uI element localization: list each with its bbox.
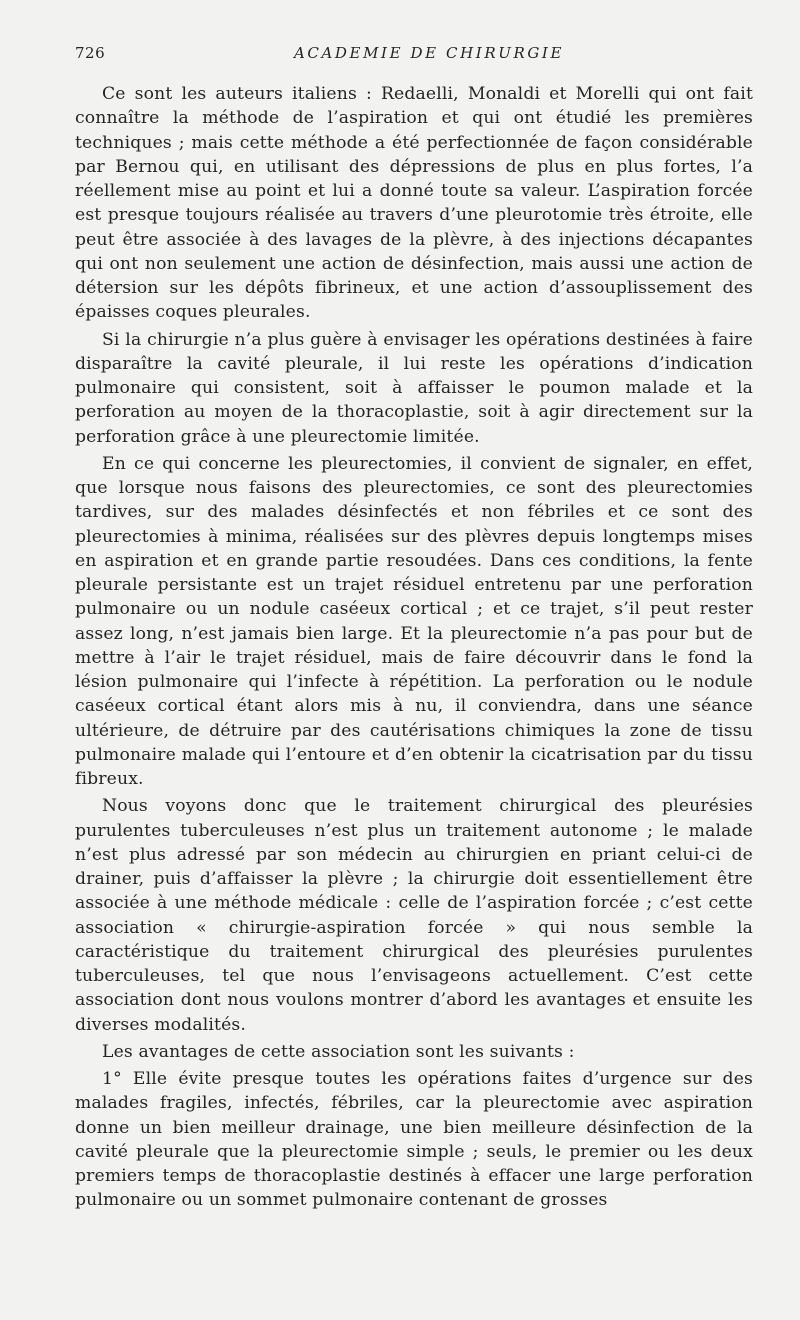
paragraph: [75, 794, 753, 1037]
italic-text: il convient de signaler, en effet, que lorsque nous faisons des pleurectomies, ce sont des pleurectomies tardives: [75, 453, 753, 523]
paragraph: [75, 1040, 753, 1064]
text-run: Si la chirurgie n’a plus guère à envisager les opérations destinées à faire disparaître la cavité pleurale, il lui reste les opérations d’indication pulmonaire qui consistent, soit à affaisser le poumon malade et la perforation au moyen de la thoracoplastie, soit à agir directement sur la perforation grâce à une pleurectomie limitée.: [75, 329, 753, 447]
running-title: ACADEMIE DE CHIRURGIE: [293, 44, 565, 62]
italic-text: ce sont des pleurectomies à minima: [75, 502, 753, 547]
text-run: , sur des malades désinfectés et non fébriles et: [146, 502, 639, 523]
text-run: 1° Elle évite presque toutes les opérations faites d’urgence sur des malades fragiles, infectés, fébriles, car la pleurectomie avec aspiration donne un bien meilleur drainage, une bien meilleure désinfection de la cavité pleurale que la pleurectomie simple ; seuls, le premier ou les deux premiers temps de thoracoplastie destinés à effacer une large perforation pulmonaire ou un sommet pulmonaire contenant de grosses: [75, 1069, 753, 1211]
text-run: En ce qui concerne les pleurectomies,: [102, 453, 461, 474]
paragraph: [75, 452, 753, 792]
paragraph: [75, 82, 753, 325]
text-run: Les avantages de cette association sont les suivants :: [102, 1041, 575, 1062]
body-text: [75, 82, 753, 1216]
text-run: Ce sont les auteurs italiens : Redaelli, Monaldi et Morelli qui ont fait connaître la méthode de l’aspiration et qui ont étudié les premières techniques ; mais cette méthode a été perfectionnée de façon considérable par Bernou qui, en utilisant des dépressions de plus en plus fortes, l’a réellement mise au point et lui a donné toute sa valeur. L’aspiration forcée est presque toujours réalisée au travers d’une pleurotomie très étroite, elle peut être associée à des lavages de la plèvre, à des injections décapantes qui ont non seulement une action de désinfection, mais aussi une action de détersion sur les dépôts fibrineux, et une action d’assouplissement des épaisses coques pleurales.: [75, 84, 753, 323]
running-head: [75, 44, 753, 66]
page-number: 726: [75, 44, 106, 62]
text-run: Nous voyons donc que le traitement chirurgical des pleurésies purulentes tuberculeuses n’est plus un traitement autonome ; le malade n’est plus adressé par son médecin au chirurgien en priant celui-ci de drainer, puis d’affaisser la plèvre ; la chirurgie doit essentiellement être associée à une méthode médicale : celle de l’aspiration forcée ; c’est cette association « chirurgie-aspiration forcée » qui nous semble la caractéristique du traitement chirurgical des pleurésies purulentes tuberculeuses, tel que nous l’envisageons actuellement. C’est cette association dont nous voulons montrer d’abord les avantages et ensuite les diverses modalités.: [75, 796, 753, 1035]
paragraph: [75, 328, 753, 449]
text-run: , réalisées sur des plèvres depuis longtemps mises en aspiration et en grande partie resoudées. Dans ces conditions, la fente pleurale persistante est un trajet résiduel entretenu par une perforation pulmonaire ou un nodule caséeux cortical ; et ce trajet, s’il peut rester assez long, n’est jamais bien large. Et la pleurectomie n’a pas pour but de mettre à l’air le trajet résiduel, mais de faire découvrir dans le fond la lésion pulmonaire qui l’infecte à répétition. La perforation ou le nodule caséeux cortical étant alors mis à nu, il conviendra, dans une séance ultérieure, de détruire par des cautérisations chimiques la zone de tissu pulmonaire malade qui l’entoure et d’en obtenir la cicatrisation par du tissu fibreux.: [75, 526, 753, 789]
paragraph: [75, 1067, 753, 1213]
